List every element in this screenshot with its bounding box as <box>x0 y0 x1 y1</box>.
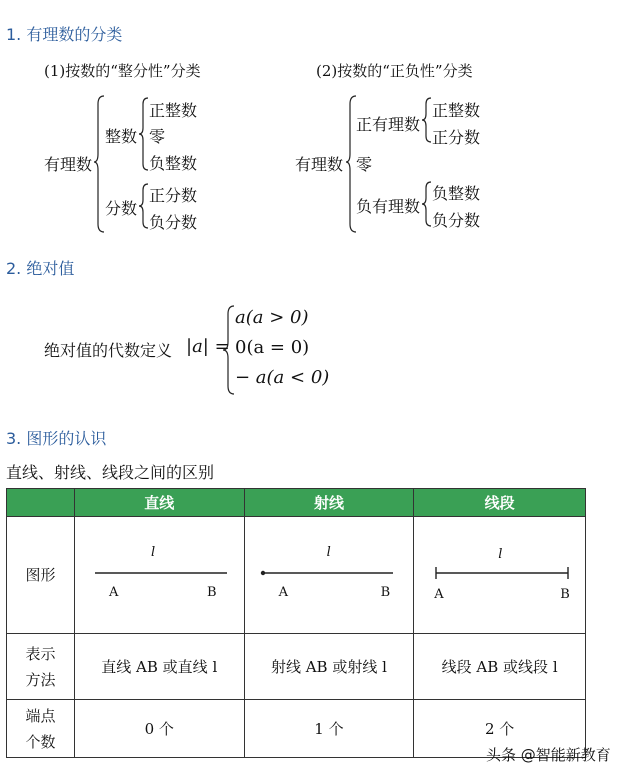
section-title-figures: 3. 图形的认识 <box>6 429 107 448</box>
header-segment: 线段 <box>414 489 586 517</box>
absolute-lhs: |a| = <box>186 336 230 357</box>
section-title-absolute: 2. 绝对值 <box>6 259 75 278</box>
segment-figure <box>414 517 586 633</box>
table-row-notation <box>7 634 586 700</box>
cell-ray-notation: 射线 AB 或射线 l <box>244 634 414 700</box>
root-rational-right: 有理数 <box>295 155 344 174</box>
heading-integer-fraction: (1)按数的“整分性”分类 <box>44 62 201 80</box>
row-label-notation: 表示方法 <box>7 634 75 700</box>
header-line: 直线 <box>74 489 244 517</box>
figures-subtitle: 直线、射线、线段之间的区别 <box>6 463 215 482</box>
comparison-table <box>6 488 586 758</box>
header-ray: 射线 <box>244 489 414 517</box>
brace-right-root <box>346 96 356 232</box>
row-label-endpoints: 端点个数 <box>7 700 75 758</box>
absolute-case-negative: − a(a < 0) <box>235 367 330 388</box>
node-positive-rational: 正有理数 <box>356 115 421 134</box>
cell-segment-endpoints: 2 个 <box>414 700 586 758</box>
header-corner <box>7 489 75 517</box>
heading-sign: (2)按数的“正负性”分类 <box>316 62 473 80</box>
absolute-case-zero: 0(a = 0) <box>235 337 310 358</box>
node-fraction: 分数 <box>105 199 138 218</box>
leaf-negative-integer-r: 负整数 <box>432 184 481 203</box>
cell-segment-notation: 线段 AB 或线段 l <box>414 634 586 700</box>
line-label-b: B <box>206 585 217 600</box>
watermark: 头条 @智能新教育 <box>486 746 611 764</box>
leaf-positive-fraction-r: 正分数 <box>432 128 481 147</box>
segment-label-b: B <box>560 587 570 602</box>
table-header-row <box>7 489 586 517</box>
leaf-positive-integer: 正整数 <box>149 101 198 120</box>
cell-segment-figure <box>414 517 586 634</box>
table-row-figure <box>7 517 586 634</box>
line-label-a: A <box>108 585 119 600</box>
leaf-negative-fraction: 负分数 <box>149 213 198 232</box>
leaf-positive-fraction: 正分数 <box>149 186 198 205</box>
cell-line-figure <box>74 517 244 634</box>
brace-integer <box>139 98 148 170</box>
section-title-classification: 1. 有理数的分类 <box>6 25 123 44</box>
brace-negative <box>422 182 431 226</box>
cell-ray-endpoints: 1 个 <box>244 700 414 758</box>
cell-line-notation: 直线 AB 或直线 l <box>74 634 244 700</box>
node-negative-rational: 负有理数 <box>356 197 421 216</box>
segment-label-a: A <box>434 587 444 602</box>
leaf-positive-integer-r: 正整数 <box>432 101 481 120</box>
leaf-negative-fraction-r: 负分数 <box>432 211 481 230</box>
cell-line-endpoints: 0 个 <box>74 700 244 758</box>
row-label-figure: 图形 <box>7 517 75 634</box>
ray-label-a: A <box>278 585 288 600</box>
leaf-zero: 零 <box>149 127 166 146</box>
segment-label-l: l <box>498 547 503 562</box>
absolute-definition-label: 绝对值的代数定义 <box>44 341 173 360</box>
ray-figure <box>245 517 415 633</box>
ray-label-b: B <box>380 585 391 600</box>
ray-label-l: l <box>326 545 331 560</box>
node-integer: 整数 <box>105 127 138 146</box>
line-figure <box>75 517 245 633</box>
absolute-case-positive: a(a > 0) <box>235 307 309 328</box>
node-zero-r: 零 <box>356 155 373 174</box>
brace-fraction <box>139 184 148 228</box>
cell-ray-figure <box>244 517 414 634</box>
line-label-l: l <box>150 545 156 560</box>
brace-positive <box>422 98 431 142</box>
root-rational-left: 有理数 <box>44 155 93 174</box>
leaf-negative-integer: 负整数 <box>149 154 198 173</box>
brace-left-root <box>94 96 104 232</box>
